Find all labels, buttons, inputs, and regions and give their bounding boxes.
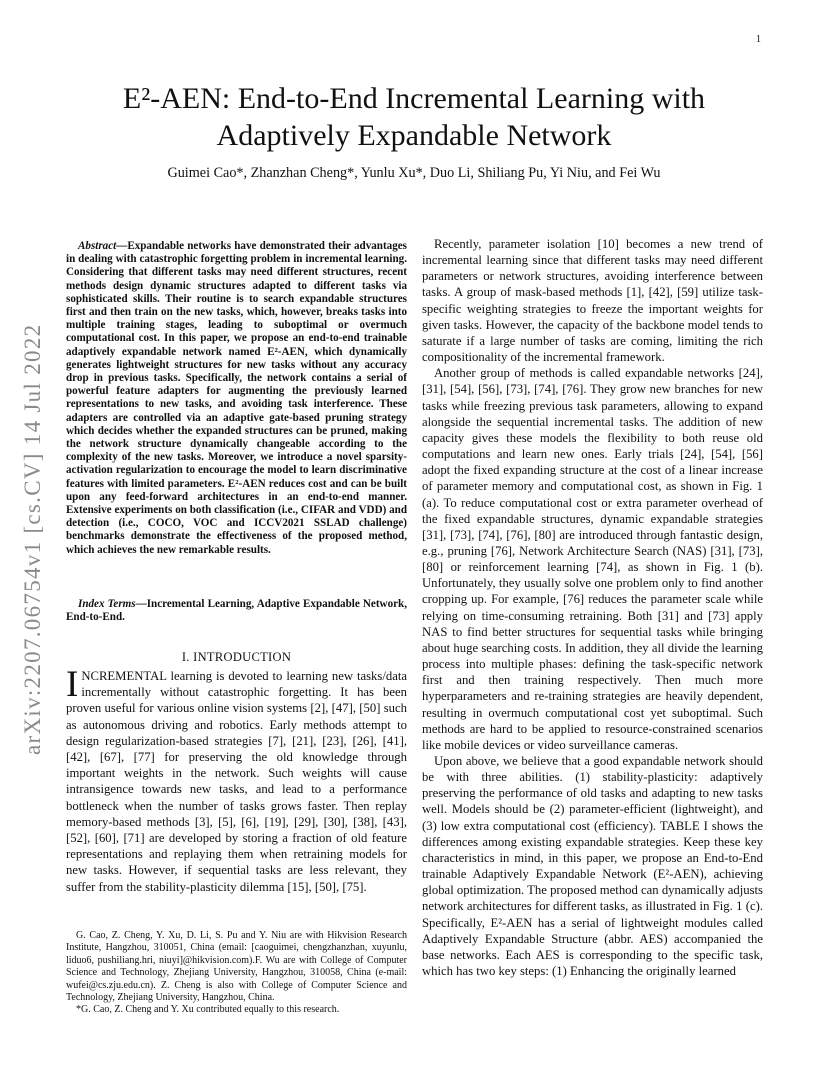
footnotes xyxy=(66,930,407,1017)
title-line-1: E²-AEN: End-to-End Incremental Learning with xyxy=(122,82,706,115)
index-terms xyxy=(66,598,407,624)
introduction-paragraph xyxy=(66,664,407,895)
right-column xyxy=(422,236,763,979)
author-list: Guimei Cao*, Zhanzhan Cheng*, Yunlu Xu*, Duo Li, Shiliang Pu, Yi Niu, and Fei Wu xyxy=(167,165,661,181)
paragraph-expandable-networks: Another group of methods is called expandable networks [24], [31], [54], [56], [73], [74], [76]. They grow new branches for new tasks while freezing previous task parameters, allowing to expand alongside the sequential incremental tasks. The addition of new capacity gives these models the flexibility to both reuse old computations and learn new ones. Early trials [24], [54], [56] adopt the fixed expanding structure at the cost of a linear increase of parameter memory and computational cost, as shown in Fig. 1 (a). To reduce computational cost or extra parameter overhead of the fixed expandable structures, dynamic expandable strategies [31], [73], [74], [76], [80] are introduced through fantastic design, e.g., pruning [76], Network Architecture Search (NAS) [31], [73], [80] or reinforcement learning [74], as shown in Fig. 1 (b). Unfortunately, they usually solve one problem only to find another cropping up. For example, [76] reduces the parameter scale while relying on time-consuming retraining. Both [31] and [73] apply NAS to find better structures for sequential tasks while bringing about huge searching costs. In addition, they all divide the learning process into multiple phases: defining the task-specific network first and then training respectively. Then much more hyperparameters and re-training strategies are heavily dependent, resulting in overmuch computational cost yet suboptimal. Such methods are hard to be applied to resource-constrained scenarios like mobile devices or video surveillance cameras. xyxy=(422,366,763,752)
footnote-affiliation: G. Cao, Z. Cheng, Y. Xu, D. Li, S. Pu and Y. Niu are with Hikvision Research Institute, Hangzhou, 310051, China (email: [caoguimei, chengzhanzhan, xuyunlu, liduo6, pushiliang.hri, niuyi]@hikvision.com).F. Wu are with College of Computer Science and Technology, Zhejiang University, Hangzhou, 310058, China (e-mail: wufei@cs.zju.edu.cn). Z. Cheng is also with College of Computer Science and Technology, Zhejiang University, Hangzhou, China. xyxy=(66,930,407,1004)
index-terms-text: —Incremental Learning, Adaptive Expandable Network, End-to-End. xyxy=(66,598,407,624)
abstract xyxy=(66,240,407,557)
intro-text: NCREMENTAL learning is devoted to learning new tasks/data incrementally without catastrophic forgetting. It has been proven useful for various online vision systems [2], [47], [50] such as autonomous driving and robotics. Early methods attempt to design regularization-based strategies [7], [21], [23], [26], [41], [42], [67], [77] for preserving the old knowledge through important weights in the network. Such weights will cause intransigence towards new tasks, and lead to a performance bottleneck when the number of tasks grows faster. Then replay memory-based methods [3], [5], [6], [19], [29], [30], [38], [43], [52], [60], [71] are developed by storing a fraction of old feature representations and replaying them when retraining models for new tasks. However, if sequential tasks are less relevant, they suffer from the stability-plasticity dilemma [15], [50], [75]. xyxy=(66,669,407,894)
section-heading: I. INTRODUCTION xyxy=(181,650,292,664)
paragraph-proposed-method: Upon above, we believe that a good expandable network should be with three abilities. (1) stability-plasticity: adaptively preserving the performance of old tasks and adapting to new tasks well. Models should be (2) parameter-efficient (lightweight), and (3) low extra computational cost (efficiency). TABLE I shows the differences among existing expandable strategies. Keep these key characteristics in mind, in this paper, we propose an End-to-End trainable Adaptively Expandable Network (E²-AEN), achieving global optimization. The proposed method can dynamically adjusts network architectures for different tasks, as illustrated in Fig. 1 (c). Specifically, E²-AEN has a serial of lightweight modules called Adaptively Expandable Structure (abbr. AES) accompanied the base networks. Each AES is corresponding to the specific task, which has two key steps: (1) Enhancing the originally learned xyxy=(422,754,763,979)
title-line-2: Adaptively Expandable Network xyxy=(216,119,612,152)
paragraph-parameter-isolation: Recently, parameter isolation [10] becomes a new trend of incremental learning since that different tasks may need different parameters or network structures, avoiding interference between tasks. A group of mask-based methods [1], [42], [59] utilize task-specific weighting strategies to freeze the important weights for given tasks. However, the capacity of the backbone model tends to saturate if a large number of tasks are coming, limiting the rich compositionality of the incremental framework. xyxy=(422,237,763,365)
footnote-equal-contribution: *G. Cao, Z. Cheng and Y. Xu contributed equally to this research. xyxy=(76,1004,340,1016)
abstract-label: Abstract xyxy=(78,240,117,252)
drop-cap: I xyxy=(66,664,79,705)
page-number: 1 xyxy=(756,34,761,45)
abstract-text: —Expandable networks have demonstrated their advantages in dealing with catastrophic forgetting problem in incremental learning. Considering that different tasks may need different structures, recent methods design dynamic structures adapted to different tasks via sophisticated skills. Their routine is to search expandable structures first and then train on the new tasks, which, however, breaks tasks into multiple training stages, leading to suboptimal or overmuch computational cost. In this paper, we propose an end-to-end trainable adaptively expandable network named E²-AEN, which dynamically generates lightweight structures for new tasks without any accuracy drop in previous tasks. Specifically, the network contains a serial of powerful feature adapters for augmenting the previously learned representations to new tasks, and avoiding task interference. These adapters are controlled via an adaptive gate-based pruning strategy which decides whether the expanded structures can be pruned, making the network structure dynamically changeable according to the complexity of the new tasks. Moreover, we introduce a novel sparsity-activation regularization to encourage the model to learn discriminative features with limited parameters. E²-AEN reduces cost and can be built upon any feed-forward architectures in an end-to-end manner. Extensive experiments on both classification (i.e., CIFAR and VDD) and detection (i.e., COCO, VOC and ICCV2021 SSLAD challenge) benchmarks demonstrate the effectiveness of the proposed method, which achieves the new remarkable results. xyxy=(66,240,407,556)
paper-title xyxy=(60,80,768,154)
arxiv-identifier: arXiv:2207.06754v1 [cs.CV] 14 Jul 2022 xyxy=(20,323,45,755)
index-terms-label: Index Terms xyxy=(78,598,136,610)
